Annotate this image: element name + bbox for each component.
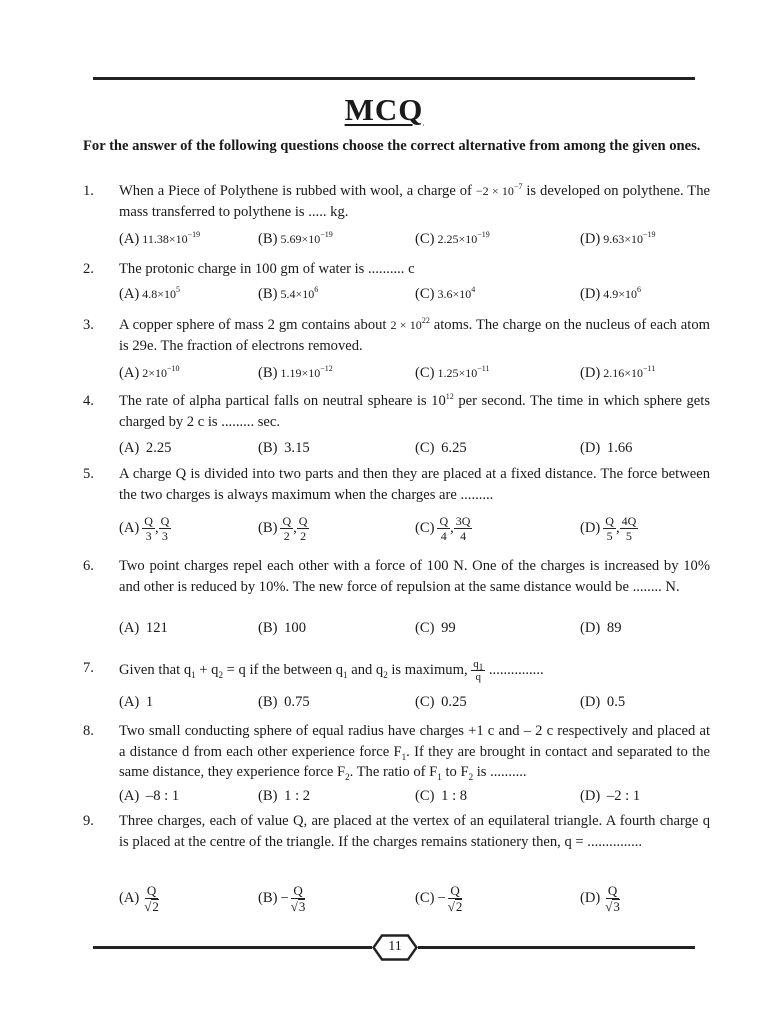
option-b[interactable]: (B) $\frac{Q}{2}$ , $\frac{Q}{2}$ bbox=[258, 514, 308, 543]
option-c[interactable]: (C) 99 bbox=[415, 620, 456, 636]
options-1 bbox=[119, 231, 719, 257]
option-b[interactable]: (B) $5.4\times 10^6$ bbox=[258, 285, 319, 302]
option-c[interactable]: (C) $\frac{Q}{4}$ , $\frac{3Q}{4}$ bbox=[415, 514, 471, 543]
question-text: The rate of alpha partical falls on neutral spheare is $10^{12}$ per second. The time in which sphere gets charged by 2 c is ......... sec. bbox=[119, 392, 710, 430]
option-d[interactable]: (D) 1.66 bbox=[580, 440, 633, 456]
option-a[interactable]: (A) $4.8\times 10^5$ bbox=[119, 285, 181, 302]
question-text: A copper sphere of mass 2 gm contains about $2 \times 10^{22}$ atoms. The charge on the nucleus of each atom is 29e. The fraction of electrons removed. bbox=[119, 316, 710, 354]
option-b[interactable]: (B) $5.69\times 10^{-19}$ bbox=[258, 230, 333, 247]
question-7 bbox=[83, 658, 710, 683]
question-text: Given that $q_1 + q_2 = q$ if the between $q_1$ and $q_2$ is maximum, $\frac{q_1}{q}$ ............... bbox=[119, 658, 544, 683]
question-text: When a Piece of Polythene is rubbed with wool, a charge of $-2 \times 10^{-7}$ is developed on polythene. The mass transferred to polythene is ..... kg. bbox=[119, 182, 710, 220]
question-text: Two small conducting sphere of equal radius have charges +1 c and – 2 c respectively and placed at a distance d from each other experience force $F_1$. If they are brought in contact and separated to the same distance, they experience force $F_2$. The ratio of $F_1$ to $F_2$ is .......... bbox=[119, 723, 711, 782]
option-b[interactable]: (B) − $\frac{Q}{√3}$ bbox=[258, 883, 306, 914]
question-4 bbox=[83, 391, 710, 432]
question-text: Three charges, each of value Q, are placed at the vertex of an equilateral triangle. A fourth charge q is placed at the centre of the triangle. If the charges remains stationery then, q = ............... bbox=[119, 813, 710, 850]
question-1 bbox=[83, 181, 710, 222]
question-6 bbox=[83, 556, 710, 597]
options-5 bbox=[119, 514, 719, 550]
options-3 bbox=[119, 365, 719, 391]
option-b[interactable]: (B) $1.19\times 10^{-12}$ bbox=[258, 364, 333, 381]
question-number: 8. bbox=[83, 723, 94, 739]
option-c[interactable]: (C) $2.25\times 10^{-19}$ bbox=[415, 230, 490, 247]
question-number: 9. bbox=[83, 813, 94, 829]
question-9 bbox=[83, 811, 710, 852]
option-c[interactable]: (C) − $\frac{Q}{√2}$ bbox=[415, 883, 463, 914]
page-number: 11 bbox=[388, 939, 402, 954]
question-text: Two point charges repel each other with a force of 100 N. One of the charges is increased by 10% and other is reduced by 10%. The new force of repulsion at the same distance would be ........ N. bbox=[119, 558, 710, 595]
page-title: MCQ bbox=[344, 92, 424, 127]
option-b[interactable]: (B) 3.15 bbox=[258, 440, 310, 456]
option-d[interactable]: (D) $9.63\times 10^{-19}$ bbox=[580, 230, 656, 247]
option-a[interactable]: (A) $2\times 10^{-10}$ bbox=[119, 364, 180, 381]
question-number: 4. bbox=[83, 393, 94, 409]
footer-rule-right bbox=[418, 946, 695, 949]
question-number: 6. bbox=[83, 558, 94, 574]
option-c[interactable]: (C) 6.25 bbox=[415, 440, 467, 456]
question-3 bbox=[83, 315, 710, 356]
option-a[interactable]: (A) $\frac{Q}{3}$ , $\frac{Q}{3}$ bbox=[119, 514, 170, 543]
question-text: A charge Q is divided into two parts and then they are placed at a fixed distance. The force between the two charges is always maximum when the charges are ......... bbox=[119, 466, 710, 503]
question-number: 7. bbox=[83, 660, 94, 676]
question-8 bbox=[83, 721, 710, 783]
question-number: 5. bbox=[83, 466, 94, 482]
option-d[interactable]: (D) $\frac{Q}{5}$ , $\frac{4Q}{5}$ bbox=[580, 514, 637, 543]
option-d[interactable]: (D) 89 bbox=[580, 620, 622, 636]
options-6 bbox=[119, 620, 719, 646]
page-number-badge bbox=[372, 934, 418, 961]
option-c[interactable]: (C) 0.25 bbox=[415, 694, 467, 710]
option-a[interactable]: (A) $11.38\times 10^{-19}$ bbox=[119, 230, 201, 247]
option-a[interactable]: (A) –8 : 1 bbox=[119, 788, 180, 804]
options-9 bbox=[119, 884, 719, 924]
footer-rule-left bbox=[93, 946, 372, 949]
option-d[interactable]: (D) $2.16\times 10^{-11}$ bbox=[580, 364, 656, 381]
option-b[interactable]: (B) 1 : 2 bbox=[258, 788, 311, 804]
question-number: 2. bbox=[83, 261, 94, 277]
options-7 bbox=[119, 694, 719, 720]
options-2 bbox=[119, 286, 719, 312]
option-c[interactable]: (C) 1 : 8 bbox=[415, 788, 468, 804]
option-d[interactable]: (D) –2 : 1 bbox=[580, 788, 641, 804]
option-d[interactable]: (D) $4.9\times 10^6$ bbox=[580, 285, 642, 302]
top-rule bbox=[93, 77, 695, 80]
question-2 bbox=[83, 259, 710, 280]
options-4 bbox=[119, 440, 719, 466]
option-a[interactable]: (A) 2.25 bbox=[119, 440, 172, 456]
option-c[interactable]: (C) $1.25\times 10^{-11}$ bbox=[415, 364, 490, 381]
instructions: For the answer of the following questions choose the correct alternative from among the given ones. bbox=[83, 138, 701, 154]
question-number: 3. bbox=[83, 317, 94, 333]
question-5 bbox=[83, 464, 710, 505]
option-a[interactable]: (A) 1 bbox=[119, 694, 154, 710]
option-b[interactable]: (B) 100 bbox=[258, 620, 307, 636]
option-a[interactable]: (A) 121 bbox=[119, 620, 168, 636]
option-a[interactable]: (A) $\frac{Q}{√2}$ bbox=[119, 883, 159, 914]
question-number: 1. bbox=[83, 183, 94, 199]
question-text: The protonic charge in 100 gm of water is .......... c bbox=[119, 261, 415, 277]
option-b[interactable]: (B) 0.75 bbox=[258, 694, 310, 710]
option-d[interactable]: (D) 0.5 bbox=[580, 694, 626, 710]
option-d[interactable]: (D) $\frac{Q}{√3}$ bbox=[580, 883, 620, 914]
option-c[interactable]: (C) $3.6\times 10^4$ bbox=[415, 285, 476, 302]
